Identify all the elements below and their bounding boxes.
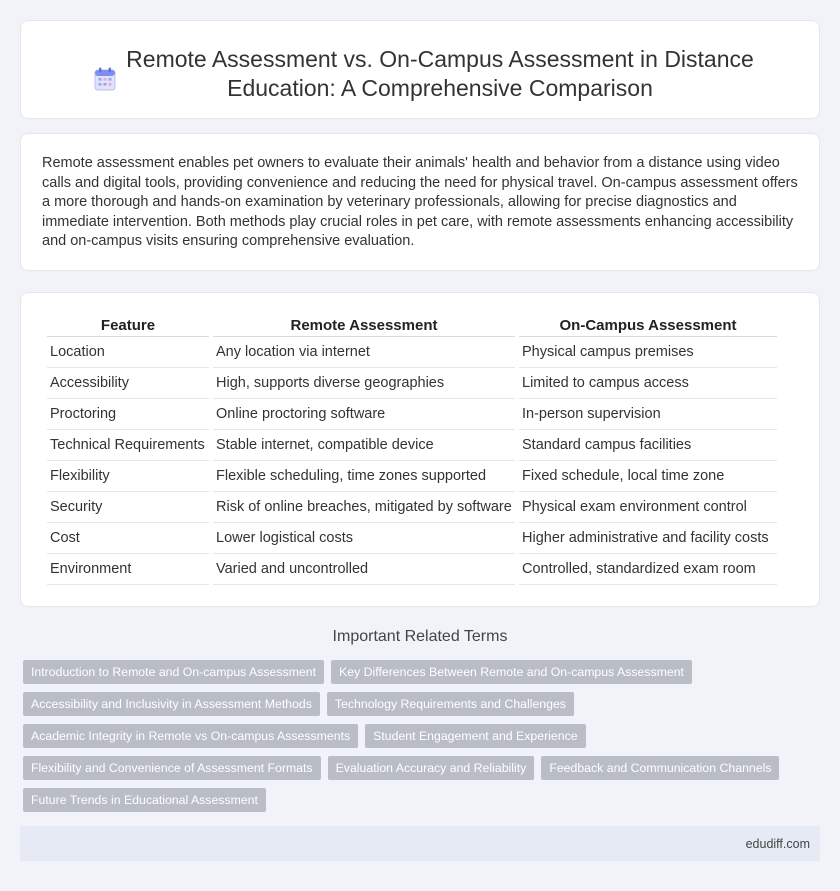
cell-on-campus: Limited to campus access [519,368,777,399]
cell-remote: Online proctoring software [213,399,515,430]
related-term-tag[interactable]: Future Trends in Educational Assessment [23,788,266,812]
cell-remote: Stable internet, compatible device [213,430,515,461]
cell-feature: Accessibility [47,368,209,399]
cell-feature: Flexibility [47,461,209,492]
cell-remote: Varied and uncontrolled [213,554,515,585]
cell-on-campus: Standard campus facilities [519,430,777,461]
comparison-card [20,292,820,607]
related-terms-heading: Important Related Terms [332,628,508,645]
table-row [47,399,777,430]
table-header-row [47,315,777,337]
comparison-table [43,315,781,585]
cell-remote: Lower logistical costs [213,523,515,554]
related-term-tag[interactable]: Key Differences Between Remote and On-campus Assessment [331,660,692,684]
related-term-tag[interactable]: Accessibility and Inclusivity in Assessment Methods [23,692,320,716]
related-term-tag[interactable]: Flexibility and Convenience of Assessment Formats [23,756,321,780]
cell-on-campus: Higher administrative and facility costs [519,523,777,554]
cell-feature: Proctoring [47,399,209,430]
related-term-tag[interactable]: Evaluation Accuracy and Reliability [328,756,535,780]
table-row [47,554,777,585]
table-row [47,368,777,399]
related-term-tag[interactable]: Introduction to Remote and On-campus Assessment [23,660,324,684]
related-term-tag[interactable]: Technology Requirements and Challenges [327,692,574,716]
intro-paragraph: Remote assessment enables pet owners to evaluate their animals' health and behavior from a distance using video calls and digital tools, providing convenience and reducing the need for physical travel. On-campus assessment offers a more thorough and hands-on examination by veterinary professionals, allowing for precise diagnostics and immediate intervention. Both methods play crucial roles in pet care, with remote assessments enhancing accessibility and on-campus visits ensuring comprehensive evaluation. [42,155,798,250]
related-term-tag[interactable]: Student Engagement and Experience [365,724,585,748]
footer [20,826,820,861]
cell-on-campus: Physical exam environment control [519,492,777,523]
intro-card [20,133,820,271]
cell-on-campus: In-person supervision [519,399,777,430]
cell-feature: Environment [47,554,209,585]
related-term-tag[interactable]: Academic Integrity in Remote vs On-campus Assessments [23,724,358,748]
cell-feature: Security [47,492,209,523]
related-terms-list [23,660,820,812]
cell-on-campus: Physical campus premises [519,337,777,368]
title-card [20,20,820,119]
related-term-tag[interactable]: Feedback and Communication Channels [541,756,779,780]
cell-feature: Cost [47,523,209,554]
cell-on-campus: Fixed schedule, local time zone [519,461,777,492]
header-feature: Feature [47,315,209,337]
cell-feature: Location [47,337,209,368]
cell-remote: Risk of online breaches, mitigated by software [213,492,515,523]
header-remote: Remote Assessment [213,315,515,337]
header-on-campus: On-Campus Assessment [519,315,777,337]
page-title: Remote Assessment vs. On-Campus Assessment in Distance Education: A Comprehensive Comparison [126,46,754,101]
cell-remote: Flexible scheduling, time zones supported [213,461,515,492]
cell-feature: Technical Requirements [47,430,209,461]
table-row [47,461,777,492]
cell-remote: High, supports diverse geographies [213,368,515,399]
table-row [47,430,777,461]
table-row [47,337,777,368]
footer-site-link[interactable]: edudiff.com [745,837,810,851]
table-row [47,523,777,554]
cell-remote: Any location via internet [213,337,515,368]
table-row [47,492,777,523]
cell-on-campus: Controlled, standardized exam room [519,554,777,585]
